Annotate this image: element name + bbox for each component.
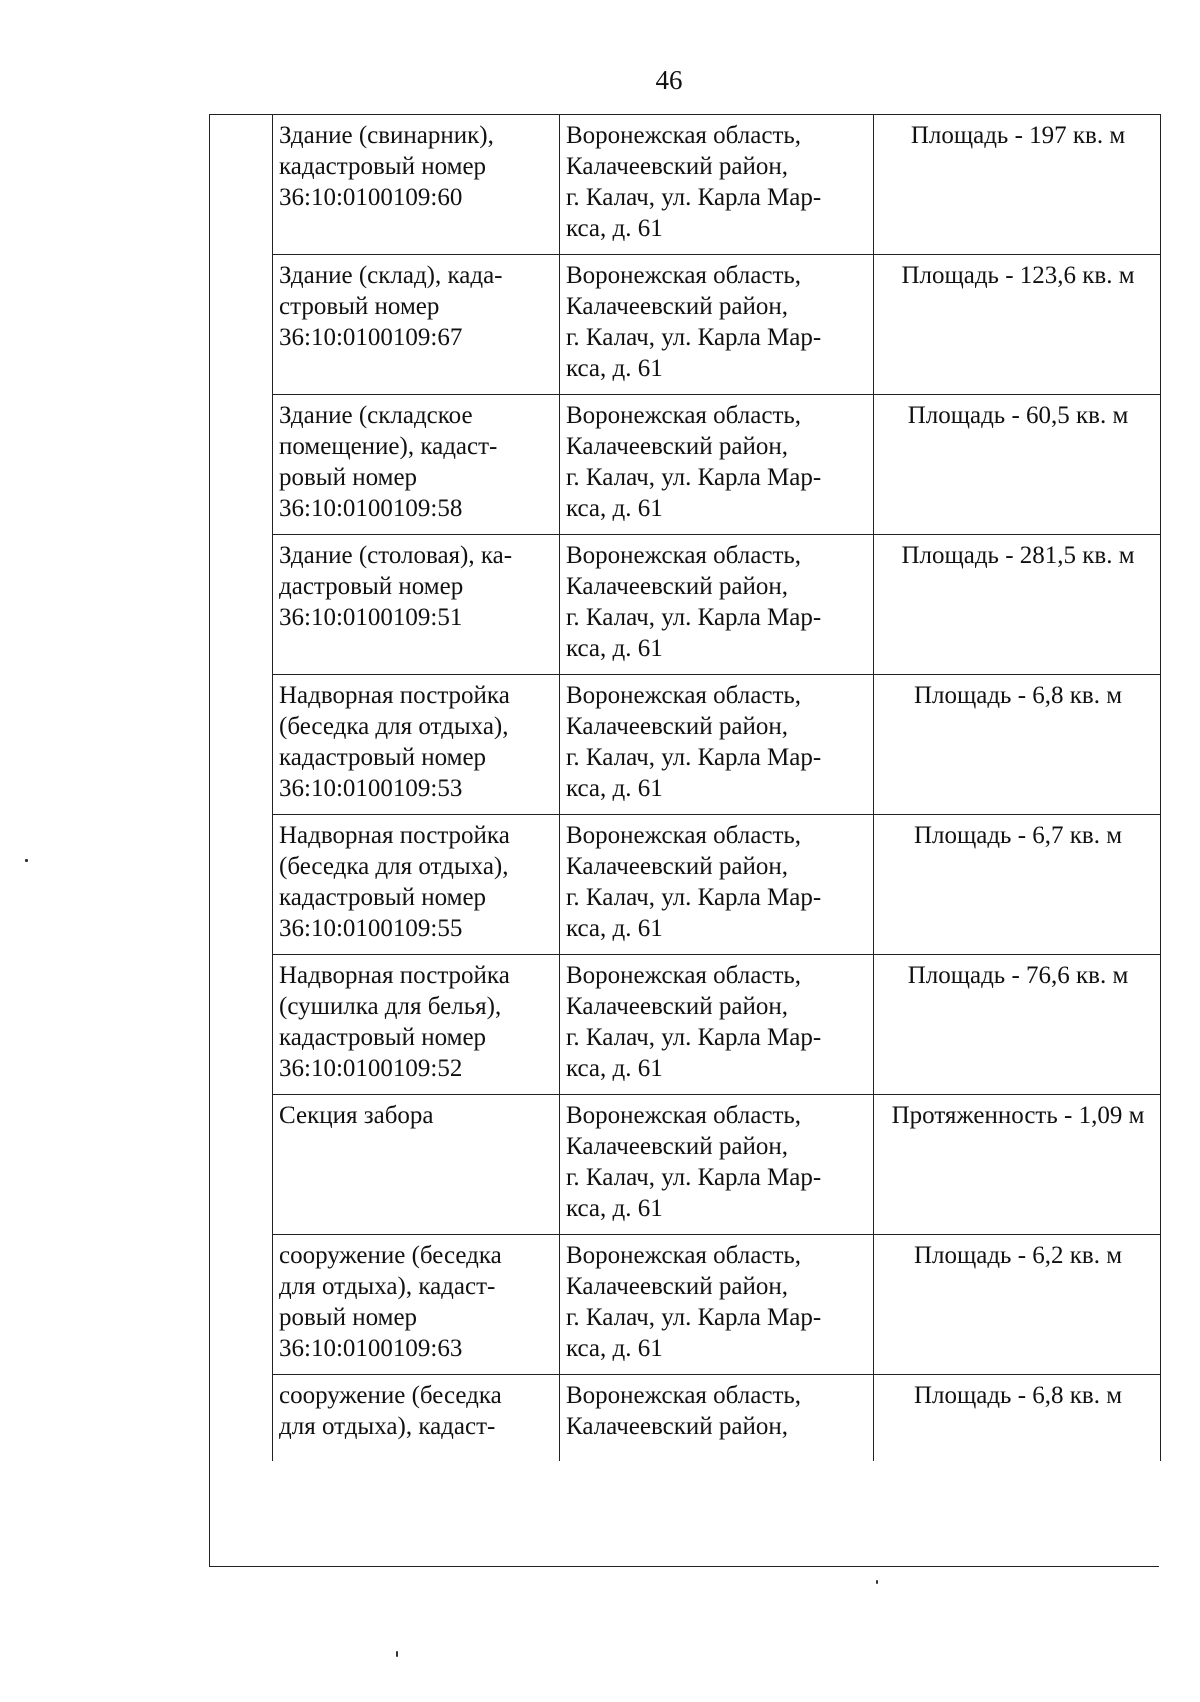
object-name-cell [273, 675, 560, 815]
object-name-line: 36:10:0100109:67 [279, 324, 463, 351]
address-line: Калачеевский район, [566, 293, 789, 320]
object-name-line: кадастровый номер [279, 884, 487, 911]
address-line: Воронежская область, [566, 542, 802, 569]
area-cell [874, 395, 1161, 535]
object-name-line: ровый номер [279, 1304, 418, 1331]
address-line: Воронежская область, [566, 1102, 802, 1129]
address-line: г. Калач, ул. Карла Мар- [566, 1164, 822, 1191]
object-name-line: 36:10:0100109:60 [279, 184, 463, 211]
address-cell [560, 1375, 874, 1461]
object-name-line: Здание (склад), када- [279, 262, 503, 289]
object-name-line: 36:10:0100109:51 [279, 604, 463, 631]
address-line: г. Калач, ул. Карла Мар- [566, 1304, 822, 1331]
address-line: г. Калач, ул. Карла Мар- [566, 884, 822, 911]
object-name-line: 36:10:0100109:53 [279, 775, 463, 802]
address-line: г. Калач, ул. Карла Мар- [566, 744, 822, 771]
property-table [272, 114, 1161, 1461]
address-line: кса, д. 61 [566, 215, 663, 242]
address-line: г. Калач, ул. Карла Мар- [566, 1024, 822, 1051]
address-line: Калачеевский район, [566, 573, 789, 600]
address-cell [560, 1235, 874, 1375]
object-name-cell [273, 1375, 560, 1461]
table-row [273, 955, 1161, 1095]
object-name-line: Здание (столовая), ка- [279, 542, 513, 569]
object-name-line: помещение), кадаст- [279, 433, 498, 460]
address-cell [560, 1095, 874, 1235]
area-cell [874, 1235, 1161, 1375]
object-name-cell [273, 535, 560, 675]
address-cell [560, 115, 874, 255]
address-line: Калачеевский район, [566, 433, 789, 460]
object-name-cell [273, 115, 560, 255]
property-table-body [273, 115, 1161, 1461]
address-line: г. Калач, ул. Карла Мар- [566, 324, 822, 351]
area-cell [874, 1095, 1161, 1235]
address-line: кса, д. 61 [566, 775, 663, 802]
address-line: Воронежская область, [566, 402, 802, 429]
table-row [273, 115, 1161, 255]
object-name-line: кадастровый номер [279, 153, 487, 180]
object-name-line: Надворная постройка [279, 682, 510, 709]
address-line: кса, д. 61 [566, 915, 663, 942]
object-name-line: сооружение (беседка [279, 1382, 502, 1409]
table-row [273, 1095, 1161, 1235]
area-value: Площадь - 281,5 кв. м [901, 542, 1135, 569]
address-line: Калачеевский район, [566, 853, 789, 880]
area-cell [874, 535, 1161, 675]
area-cell [874, 115, 1161, 255]
address-line: Калачеевский район, [566, 1413, 789, 1440]
address-cell [560, 535, 874, 675]
area-value: Площадь - 60,5 кв. м [907, 402, 1129, 429]
address-line: г. Калач, ул. Карла Мар- [566, 604, 822, 631]
object-name-line: (беседка для отдыха), [279, 713, 509, 740]
area-value: Площадь - 197 кв. м [910, 122, 1126, 149]
area-cell [874, 955, 1161, 1095]
address-line: Калачеевский район, [566, 713, 789, 740]
table-row [273, 815, 1161, 955]
object-name-cell [273, 1095, 560, 1235]
area-cell [874, 1375, 1161, 1461]
object-name-line: ровый номер [279, 464, 418, 491]
table-row [273, 255, 1161, 395]
object-name-line: дастровый номер [279, 573, 464, 600]
object-name-line: Здание (складское [279, 402, 473, 429]
object-name-line: кадастровый номер [279, 744, 487, 771]
object-name-line: кадастровый номер [279, 1024, 487, 1051]
object-name-line: 36:10:0100109:63 [279, 1335, 463, 1362]
address-line: Воронежская область, [566, 262, 802, 289]
address-line: Воронежская область, [566, 122, 802, 149]
area-value: Протяженность - 1,09 м [891, 1102, 1145, 1129]
scan-speck [876, 1580, 878, 1584]
area-cell [874, 675, 1161, 815]
address-cell [560, 955, 874, 1095]
object-name-line: (беседка для отдыха), [279, 853, 509, 880]
object-name-line: (сушилка для белья), [279, 993, 502, 1020]
address-cell [560, 815, 874, 955]
object-name-line: Надворная постройка [279, 822, 510, 849]
address-line: Воронежская область, [566, 1382, 802, 1409]
table-row [273, 1235, 1161, 1375]
area-value: Площадь - 76,6 кв. м [907, 962, 1129, 989]
address-cell [560, 395, 874, 535]
object-name-cell [273, 395, 560, 535]
scan-speck [396, 1651, 398, 1657]
object-name-line: 36:10:0100109:55 [279, 915, 463, 942]
table-row [273, 395, 1161, 535]
address-line: Воронежская область, [566, 822, 802, 849]
address-line: Калачеевский район, [566, 1133, 789, 1160]
object-name-cell [273, 255, 560, 395]
table-row [273, 535, 1161, 675]
area-value: Площадь - 6,8 кв. м [913, 1382, 1123, 1409]
object-name-line: Секция забора [279, 1102, 434, 1129]
area-value: Площадь - 123,6 кв. м [901, 262, 1135, 289]
scan-speck [25, 859, 28, 862]
address-line: Воронежская область, [566, 962, 802, 989]
object-name-cell [273, 815, 560, 955]
address-line: Калачеевский район, [566, 1273, 789, 1300]
area-value: Площадь - 6,8 кв. м [913, 682, 1123, 709]
address-line: Воронежская область, [566, 1242, 802, 1269]
address-line: кса, д. 61 [566, 355, 663, 382]
address-line: г. Калач, ул. Карла Мар- [566, 464, 822, 491]
address-line: кса, д. 61 [566, 635, 663, 662]
table-row [273, 1375, 1161, 1461]
address-line: г. Калач, ул. Карла Мар- [566, 184, 822, 211]
area-cell [874, 255, 1161, 395]
address-line: Калачеевский район, [566, 153, 789, 180]
object-name-cell [273, 955, 560, 1095]
table-row [273, 675, 1161, 815]
object-name-line: Надворная постройка [279, 962, 510, 989]
address-line: Калачеевский район, [566, 993, 789, 1020]
object-name-line: стровый номер [279, 293, 440, 320]
object-name-line: 36:10:0100109:58 [279, 495, 463, 522]
area-value: Площадь - 6,7 кв. м [913, 822, 1123, 849]
object-name-line: для отдыха), кадаст- [279, 1413, 496, 1440]
address-line: Воронежская область, [566, 682, 802, 709]
address-line: кса, д. 61 [566, 1055, 663, 1082]
address-line: кса, д. 61 [566, 1335, 663, 1362]
address-cell [560, 675, 874, 815]
object-name-line: сооружение (беседка [279, 1242, 502, 1269]
page-number: 46 [655, 65, 683, 95]
address-line: кса, д. 61 [566, 495, 663, 522]
area-value: Площадь - 6,2 кв. м [913, 1242, 1123, 1269]
object-name-line: 36:10:0100109:52 [279, 1055, 463, 1082]
object-name-line: для отдыха), кадаст- [279, 1273, 496, 1300]
area-cell [874, 815, 1161, 955]
address-cell [560, 255, 874, 395]
object-name-cell [273, 1235, 560, 1375]
object-name-line: Здание (свинарник), [279, 122, 494, 149]
address-line: кса, д. 61 [566, 1195, 663, 1222]
